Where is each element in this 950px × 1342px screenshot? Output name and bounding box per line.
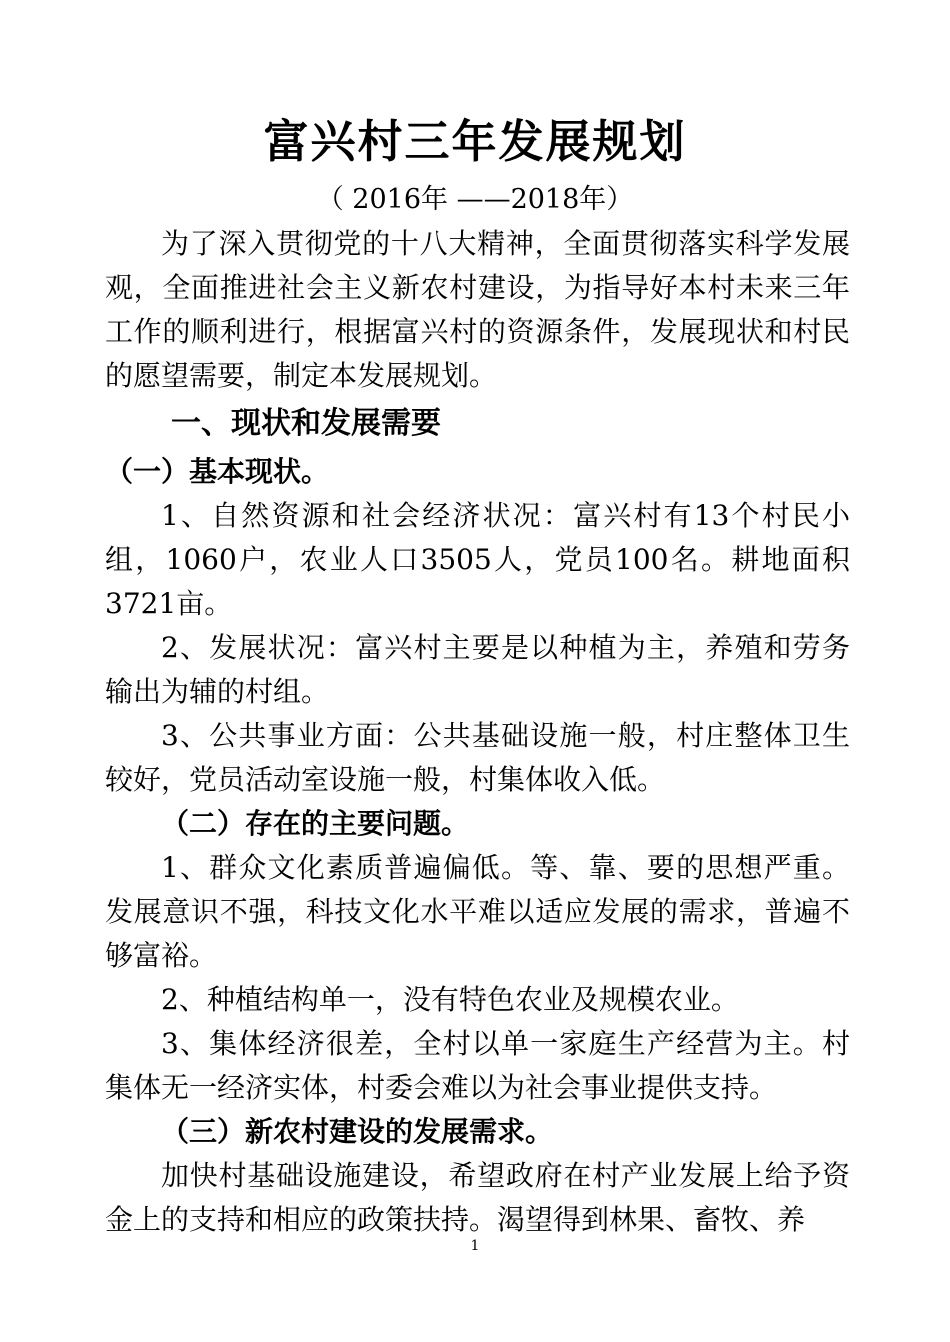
page-number: 1 (470, 1238, 480, 1254)
section-heading-1: 一、现状和发展需要 (171, 406, 441, 441)
problem-item-1: 1、群众文化素质普遍偏低。等、靠、要的思想严重。发展意识不强，科技文化水平难以适应发展的需求，普遍不够富裕。 (105, 851, 850, 972)
intro-paragraph: 为了深入贯彻党的十八大精神，全面贯彻落实科学发展观，全面推进社会主义新农村建设，为指导好本村未来三年工作的顺利进行，根据富兴村的资源条件，发展现状和村民的愿望需要，制定本发展规划。 (105, 227, 850, 392)
problem-item-2: 2、种植结构单一，没有特色农业及规模农业。 (161, 983, 739, 1016)
subsection-heading-problems: （二）存在的主要问题。 (161, 807, 470, 840)
needs-paragraph: 加快村基础设施建设，希望政府在村产业发展上给予资金上的支持和相应的政策扶持。渴望得到林果、畜牧、养 (105, 1159, 850, 1236)
basic-status-item-2: 2、发展状况：富兴村主要是以种植为主，养殖和劳务输出为辅的村组。 (105, 631, 850, 708)
subsection-heading-needs: （三）新农村建设的发展需求。 (161, 1115, 554, 1148)
problem-item-3: 3、集体经济很差，全村以单一家庭生产经营为主。村集体无一经济实体，村委会难以为社会事业提供支持。 (105, 1027, 850, 1104)
subsection-heading-basic-status: （一）基本现状。 (105, 455, 330, 488)
basic-status-item-1: 1、自然资源和社会经济状况：富兴村有13个村民小组，1060户，农业人口3505人，党员100名。耕地面积3721亩。 (105, 499, 850, 620)
basic-status-item-3: 3、公共事业方面：公共基础设施一般，村庄整体卫生较好，党员活动室设施一般，村集体收入低。 (105, 719, 850, 796)
document-subtitle: （ 2016年 ——2018年） (316, 184, 634, 215)
document-body (105, 222, 850, 1242)
document-title: 富兴村三年发展规划 (263, 115, 687, 168)
